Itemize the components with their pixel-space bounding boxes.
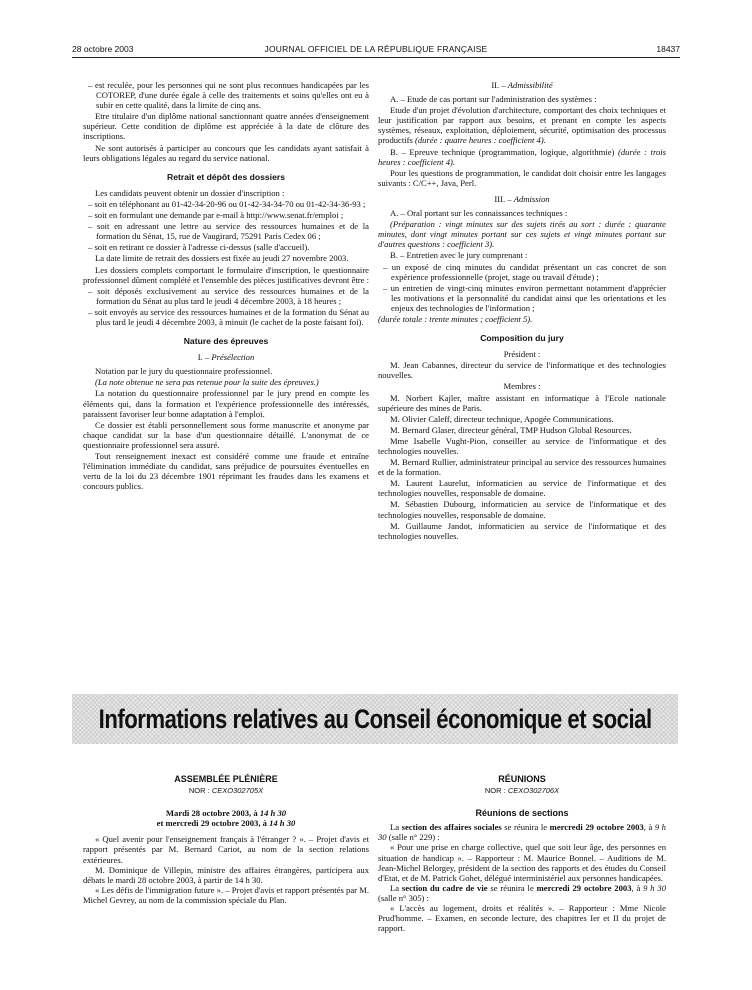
- label: Président :: [503, 349, 541, 360]
- jury-member: M. Jean Cabannes, directeur du service de l'informatique et des technologies nouvelles.: [378, 360, 666, 381]
- header-date: 28 octobre 2003: [72, 44, 134, 54]
- paragraph: [378, 822, 666, 842]
- text: mercredi 29 octobre 2003: [536, 882, 632, 893]
- paragraph: « Les défis de l'immigration future ». – Projet d'avis et rapport présentés par M. Michel Gevrey, au nom de la commission spéciale du Plan.: [83, 884, 369, 905]
- assemblee-pleniere-section: [83, 774, 369, 905]
- paragraph: « Quel avenir pour l'enseignement français à l'étranger ? ». – Projet d'avis et rapport présentés par M. Bernard Cariot, au nom de la section relations extérieures.: [83, 834, 369, 865]
- text: (durée : trois heures : coefficient 4).: [378, 146, 667, 167]
- header-page-number: 18437: [656, 44, 680, 54]
- reunions-section: [378, 774, 666, 933]
- right-column: [378, 80, 666, 542]
- jury-member: M. Norbert Kajler, maître assistant en informatique à l'Ecole nationale supérieure des mines de Paris.: [378, 392, 666, 413]
- paragraph: Les candidats peuvent obtenir un dossier d'inscription :: [95, 187, 285, 198]
- jury-member: M. Laurent Laurelut, informaticien au service de l'informatique et des technologies nouvelles, responsable de domaine.: [378, 478, 666, 499]
- header-rule: [72, 57, 680, 58]
- text: (salle n° 305) :: [378, 892, 429, 903]
- jury-member: M. Bernard Rullier, administrateur principal au service des ressources humaines et de la formation.: [378, 457, 666, 478]
- text: Mardi 28 octobre 2003, à: [165, 808, 260, 819]
- text: 9 h 30: [378, 822, 666, 843]
- running-header: [72, 44, 680, 58]
- banner-title: Informations relatives au Conseil économique et social: [98, 703, 652, 734]
- subsection-heading: [378, 194, 666, 204]
- subsection-number: II. –: [491, 80, 508, 90]
- paragraph: [378, 105, 666, 145]
- text: se réunira le: [501, 822, 550, 833]
- list-item: – soit déposés exclusivement au service des ressources humaines et de la formation du Sénat au plus tard le jeudi 4 décembre 2003, à 18 heures ;: [88, 285, 369, 306]
- nor-label: NOR :: [484, 786, 508, 796]
- left-column: [83, 80, 369, 492]
- label: Membres :: [503, 381, 541, 392]
- text: La: [390, 882, 402, 893]
- text: section des affaires sociales: [401, 822, 502, 833]
- text: (durée : quatre heures : coefficient 4).: [415, 135, 546, 146]
- text: mercredi 29 octobre 2003: [549, 822, 644, 833]
- subsection-heading: [83, 352, 369, 362]
- paragraph: – est reculée, pour les personnes qui ne sont plus reconnues handicapées par les COTOREP, d'une durée égale à celle des traitements et soins qu'elles ont eu à subir en cette qualité, dans la limite de cinq ans.: [88, 80, 369, 111]
- text: 14 h 30: [269, 818, 296, 829]
- list-item: – soit envoyés au service des ressources humaines et de la formation du Sénat au plus tard le jeudi 4 décembre 2003, à minuit (le cachet de la poste faisant foi).: [88, 306, 369, 327]
- text: section du cadre de vie: [401, 882, 488, 893]
- subsection-title: Admission: [513, 193, 550, 204]
- section-heading: Retrait et dépôt des dossiers: [167, 171, 285, 182]
- paragraph: (Préparation : vingt minutes sur des sujets tirés au sort : durée : quarante minutes, dont vingt minutes portant sur ces sujets et vingt minutes portant sur d'autres questions : coefficient 3).: [378, 219, 666, 250]
- text: (salle n° 229) :: [386, 832, 440, 843]
- paragraph: Tout renseignement inexact est considéré comme une fraude et entraîne l'élimination immédiate du candidat, sans préjudice de poursuites éventuelles en vertu de la loi du 23 décembre 1901 réprimant les fraudes dans les examens et concours publics.: [83, 451, 369, 492]
- paragraph: A. – Etude de cas portant sur l'administration des systèmes :: [390, 94, 597, 105]
- paragraph: (durée totale : trente minutes ; coefficient 5).: [378, 313, 533, 324]
- jury-member: M. Guillaume Jandot, informaticien au service de l'informatique et des technologies nouvelles.: [378, 520, 666, 541]
- list-item: – soit en formulant une demande par e-mail à http://www.senat.fr/emploi ;: [88, 210, 344, 221]
- paragraph: Ne sont autorisés à participer au concours que les candidats ayant satisfait à leurs obligations légales au regard du service national.: [83, 142, 369, 163]
- list-item: – un entretien de vingt-cinq minutes environ permettant notamment d'apprécier les motivations et la personnalité du candidat ainsi que les orientations et les enjeux des technologies de l'information ;: [383, 282, 666, 313]
- paragraph: A. – Oral portant sur les connaissances techniques :: [390, 208, 568, 219]
- list-item: – soit en téléphonant au 01-42-34-20-96 ou 01-42-34-34-70 ou 01-42-34-36-93 ;: [88, 198, 366, 209]
- section-heading: RÉUNIONS: [498, 774, 546, 784]
- paragraph: B. – Entretien avec le jury comprenant :: [390, 250, 528, 261]
- text: , à: [643, 822, 655, 833]
- paragraph: Ce dossier est établi personnellement sous forme manuscrite et anonyme par chaque candidat sur la base d'un questionnaire détaillé. L'anonymat de ce questionnaire professionnel sera assuré.: [83, 419, 369, 450]
- jury-member: Mme Isabelle Vught-Pion, conseiller au service de l'informatique et des technologies nouvelles.: [378, 435, 666, 456]
- subsection-number: III. –: [494, 193, 514, 204]
- nor-code: CEXO302705X: [211, 786, 264, 796]
- nor-label: NOR :: [188, 786, 212, 796]
- text: 14 h 30: [259, 808, 287, 819]
- paragraph: « L'accès au logement, droits et réalités ». – Rapporteur : Mme Nicole Prud'homme. – Examen, en seconde lecture, des chapitres Ier et II du projet de rapport.: [378, 903, 666, 934]
- subsection-number: I. –: [197, 352, 212, 363]
- subsection-title: Présélection: [211, 352, 255, 363]
- paragraph: M. Dominique de Villepin, ministre des affaires étrangères, participera aux débats le mardi 28 octobre 2003, à partir de 14 h 30.: [83, 864, 369, 885]
- subsection-title: Admissibilité: [507, 80, 553, 90]
- list-item: – un exposé de cinq minutes du candidat présentant un cas concret de son expérience professionnelle (projet, stage ou travail d'étude) ;: [383, 261, 666, 282]
- text: 9 h 30: [643, 882, 666, 893]
- paragraph: [378, 883, 666, 903]
- text: se réunira le: [487, 882, 537, 893]
- jury-member: M. Bernard Glaser, directeur général, TMP Hudson Global Resources.: [390, 424, 632, 435]
- section-heading: Composition du jury: [480, 333, 564, 344]
- text: B. – Epreuve technique (programmation, logique, algorithmie): [390, 146, 619, 157]
- paragraph: (La note obtenue ne sera pas retenue pour la suite des épreuves.): [95, 377, 319, 388]
- subsection-heading: [378, 80, 666, 90]
- text: , à: [631, 882, 644, 893]
- paragraph: Pour les questions de programmation, le candidat doit choisir entre les langages suivants : C/C++, Java, Perl.: [378, 167, 666, 188]
- text: Etude d'un projet d'évolution d'architecture, comportant des choix techniques et leur justification par rapport aux besoins, et prenant en compte les aspects systèmes, réseaux, exploitation, déploiement, sécurité, optimisation des processus productifs: [378, 105, 666, 146]
- nor-code: CEXO302706X: [507, 786, 560, 796]
- nor-reference: [378, 786, 666, 796]
- jury-member: M. Sébastien Dubourg, informaticien au service de l'informatique et des technologies nouvelles, responsable de domaine.: [378, 499, 666, 520]
- list-item: – soit en adressant une lettre au service des ressources humaines et de la formation du Sénat, 15, rue de Vaugirard, 75291 Paris Cedex 06 ;: [88, 221, 369, 242]
- paragraph: La date limite de retrait des dossiers est fixée au jeudi 27 novembre 2003.: [95, 253, 349, 264]
- section-heading: Nature des épreuves: [183, 336, 269, 347]
- paragraph: Etre titulaire d'un diplôme national sanctionnant quatre années d'enseignement supérieur. Cette condition de diplôme est appréciée à la date de clôture des inscriptions.: [83, 111, 369, 142]
- paragraph: La notation du questionnaire professionnel par le jury prend en compte les éléments qui, dans la formation et l'expérience professionnelle des intéressés, paraissent favoriser leur bonne adaptation à l'emploi.: [83, 388, 369, 419]
- jury-member: M. Olivier Caleff, directeur technique, Apogée Communications.: [390, 413, 614, 424]
- paragraph: Notation par le jury du questionnaire professionnel.: [95, 366, 273, 377]
- text: La: [390, 822, 402, 833]
- paragraph: Les dossiers complets comportant le formulaire d'inscription, le questionnaire professionnel dûment complété et l'ensemble des pièces justificatives devront être :: [83, 264, 370, 285]
- section-banner: [72, 694, 678, 744]
- list-item: – soit en retirant ce dossier à l'adresse ci-dessus (salle d'accueil).: [88, 242, 310, 253]
- session-date: [83, 808, 369, 828]
- text: et mercredi 29 octobre 2003, à: [156, 818, 270, 829]
- paragraph: « Pour une prise en charge collective, quel que soit leur âge, des personnes en situation de handicap ». – Rapporteur : M. Maurice Bonnel. – Auditions de M. Jean-Michel Belorgey, président de la section des rapports et des études du Conseil d'Etat, et de M. Patrick Gohet, délégué interministériel aux personnes handicapées.: [378, 842, 666, 883]
- section-heading: ASSEMBLÉE PLÉNIÈRE: [174, 774, 278, 784]
- subsection-heading: Réunions de sections: [475, 808, 569, 819]
- header-title: JOURNAL OFFICIEL DE LA RÉPUBLIQUE FRANÇAISE: [264, 44, 488, 54]
- paragraph: [378, 147, 666, 167]
- nor-reference: [83, 786, 369, 796]
